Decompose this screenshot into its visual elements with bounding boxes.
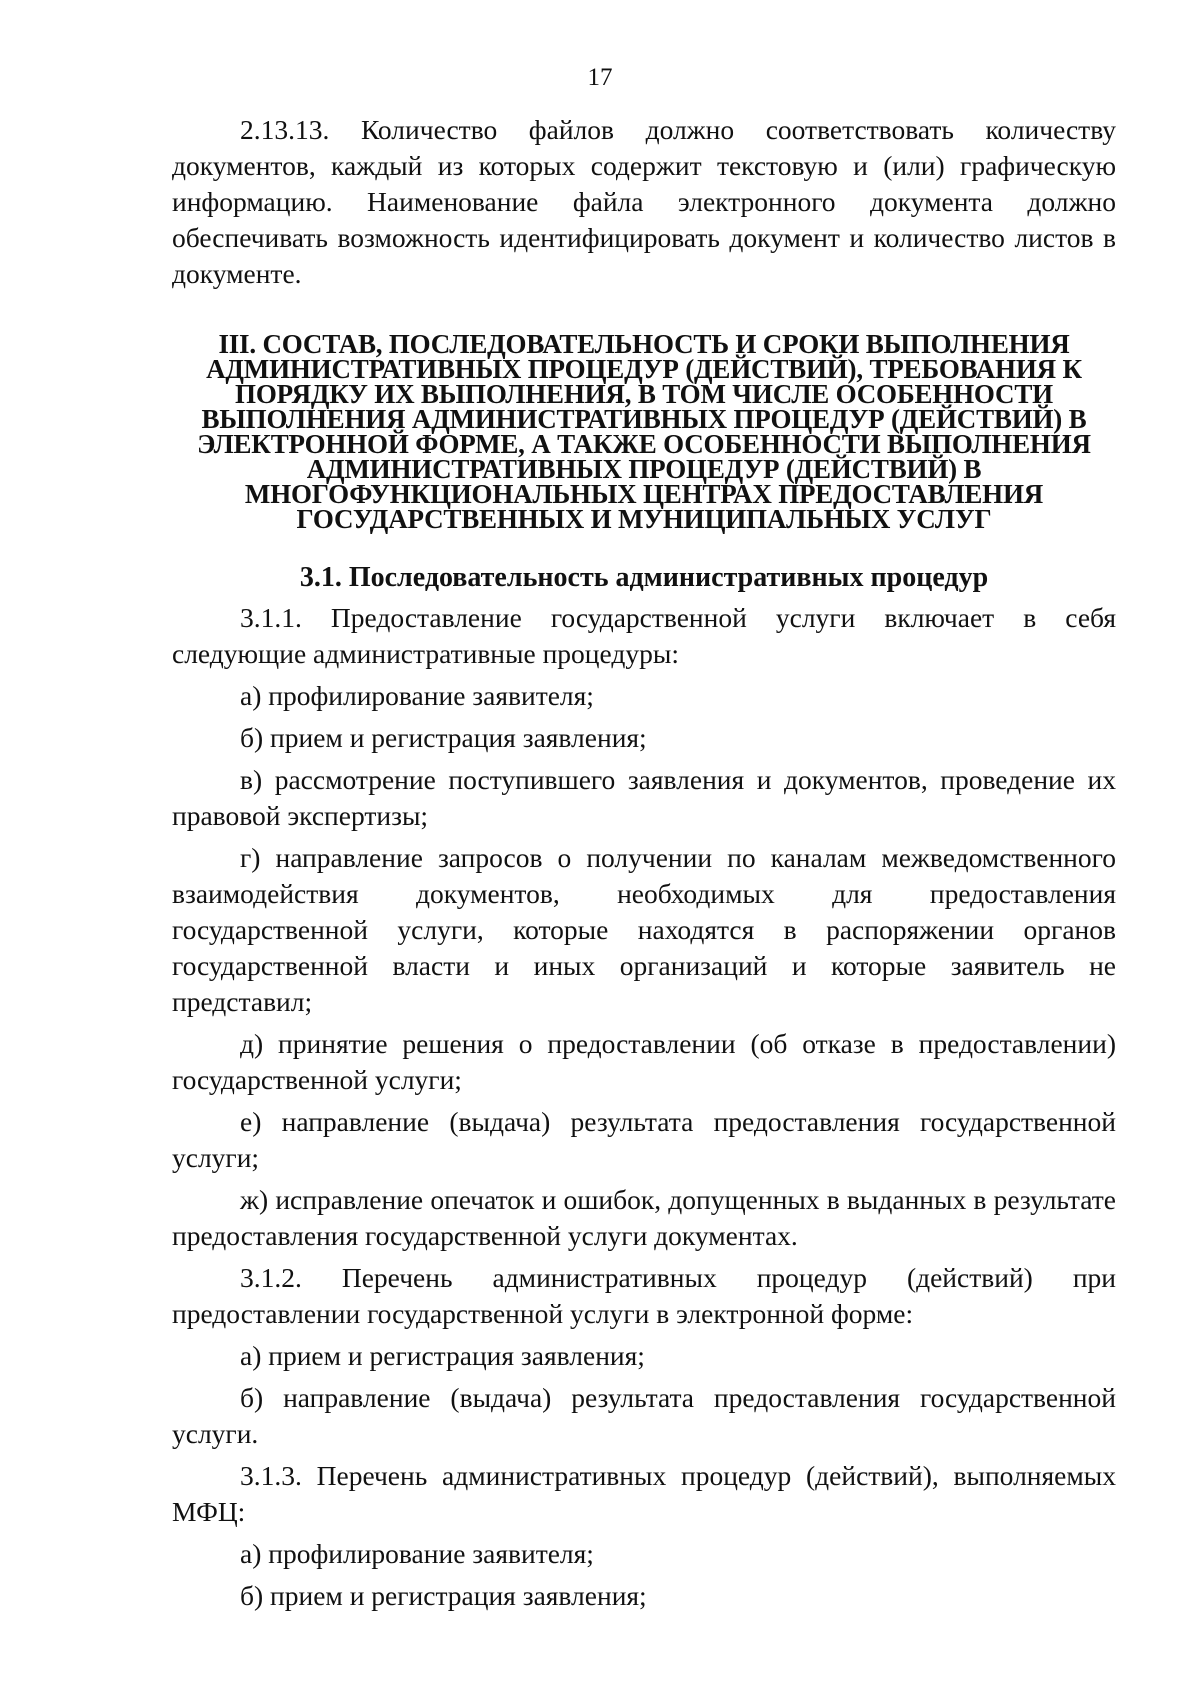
list-item: е) направление (выдача) результата предоставления государственной услуги; [172,1106,1116,1173]
document-body [172,112,1116,1614]
list-item: в) рассмотрение поступившего заявления и документов, проведение их правовой экспертизы; [172,764,1116,831]
subsection-title: 3.1. Последовательность административных процедур [299,562,989,593]
paragraph: 3.1.3. Перечень административных процедур (действий), выполняемых МФЦ: [172,1460,1116,1527]
paragraph: 2.13.13. Количество файлов должно соответствовать количеству документов, каждый из которых содержит текстовую и (или) графическую информацию. Наименование файла электронного документа должно обеспечивать возможность идентифицировать документ и количество листов в документе. [172,114,1116,289]
list-item: а) прием и регистрация заявления; [240,1340,645,1371]
list-item: а) профилирование заявителя; [240,680,594,711]
section-title: III. СОСТАВ, ПОСЛЕДОВАТЕЛЬНОСТЬ И СРОКИ ВЫПОЛНЕНИЯ АДМИНИСТРАТИВНЫХ ПРОЦЕДУР (ДЕЙСТВИЙ), ТРЕБОВАНИЯ К ПОРЯДКУ ИХ ВЫПОЛНЕНИЯ, В ТОМ ЧИСЛЕ ОСОБЕННОСТИ ВЫПОЛНЕНИЯ АДМИНИСТРАТИВНЫХ ПРОЦЕДУР (ДЕЙСТВИЙ) В ЭЛЕКТРОННОЙ ФОРМЕ, А ТАКЖЕ ОСОБЕННОСТИ ВЫПОЛНЕНИЯ АДМИНИСТРАТИВНЫХ ПРОЦЕДУР (ДЕЙСТВИЙ) В МНОГОФУНКЦИОНАЛЬНЫХ ЦЕНТРАХ ПРЕДОСТАВЛЕНИЯ ГОСУДАРСТВЕННЫХ И МУНИЦИПАЛЬНЫХ УСЛУГ [197,329,1091,534]
list-item: д) принятие решения о предоставлении (об отказе в предоставлении) государственной услуги; [172,1028,1116,1095]
list-item: ж) исправление опечаток и ошибок, допущенных в выданных в результате предоставления государственной услуги документах. [172,1184,1116,1251]
list-item: а) профилирование заявителя; [240,1538,594,1569]
list-item: б) направление (выдача) результата предоставления государственной услуги. [172,1382,1116,1449]
paragraph: 3.1.1. Предоставление государственной услуги включает в себя следующие административные процедуры: [172,602,1116,669]
page-number: 17 [587,64,613,91]
paragraph: 3.1.2. Перечень административных процедур (действий) при предоставлении государственной услуги в электронной форме: [172,1262,1116,1329]
list-item: б) прием и регистрация заявления; [240,722,647,753]
list-item: г) направление запросов о получении по каналам межведомственного взаимодействия документов, необходимых для предоставления государственной услуги, которые находятся в распоряжении органов государственной власти и иных организаций и которые заявитель не представил; [172,842,1116,1017]
list-item: б) прием и регистрация заявления; [240,1580,647,1611]
